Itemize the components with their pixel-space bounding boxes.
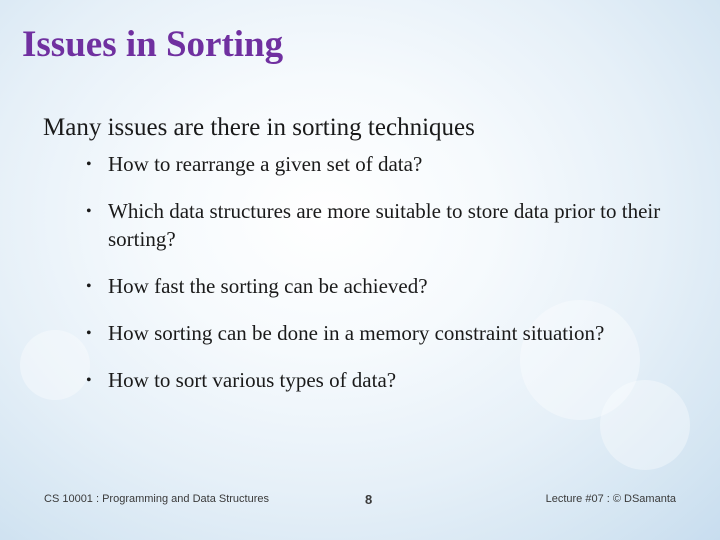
bullet-marker: • — [86, 156, 92, 173]
slide-title: Issues in Sorting — [22, 24, 284, 65]
bullet-item — [86, 150, 696, 178]
background-bokeh — [20, 330, 90, 400]
bullet-text: How sorting can be done in a memory constraint situation? — [108, 321, 605, 345]
bullet-marker: • — [86, 278, 92, 295]
bullet-marker: • — [86, 203, 92, 220]
bullet-item — [86, 366, 696, 394]
bullet-text: How to rearrange a given set of data? — [108, 152, 423, 176]
footer-lecture: Lecture #07 : © DSamanta — [545, 493, 676, 505]
bullet-text: Which data structures are more suitable to store data prior to their sorting? — [108, 199, 661, 251]
intro-text: Many issues are there in sorting techniques — [43, 114, 475, 141]
bullet-item — [86, 319, 696, 347]
bullet-text: How to sort various types of data? — [108, 368, 397, 392]
bullet-text: How fast the sorting can be achieved? — [108, 274, 428, 298]
footer-page-number: 8 — [365, 492, 373, 507]
bullet-item — [86, 197, 696, 253]
bullet-item — [86, 272, 696, 300]
footer-course: CS 10001 : Programming and Data Structures — [44, 493, 270, 505]
bullet-marker: • — [86, 325, 92, 342]
bullet-marker: • — [86, 372, 92, 389]
bullet-list — [86, 150, 696, 413]
